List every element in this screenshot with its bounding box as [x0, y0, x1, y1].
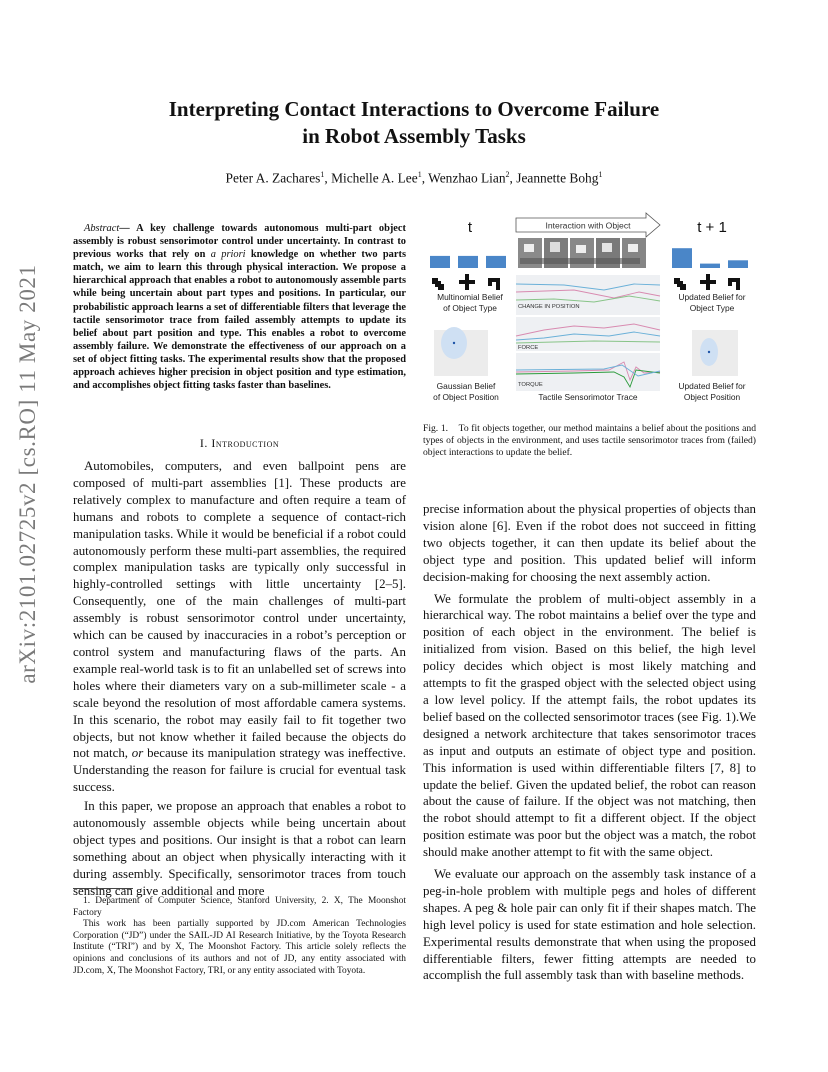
- author-list: Peter A. Zachares$^1$, Michelle A. Lee$^1$, Wenzhao Lian$^2$, Jeannette Bohg$^1$: [225, 170, 603, 186]
- gaussian-label-1: Gaussian Belief: [436, 381, 496, 391]
- intro-paragraph-2: In this paper, we propose an approach that enables a robot to autonomously assemble objects while being uncertain about object types and positions. Our insight is that a robot can learn something about an object when physically interacting with it during assembly. Specifically, sensorimotor traces from touch sensing can give additional and more: [73, 799, 406, 898]
- multinomial-label-1: Multinomial Belief: [437, 292, 503, 302]
- updated-type-bars: [672, 248, 748, 268]
- intro-paragraph-1: [73, 458, 406, 796]
- affil-1: 1: [320, 170, 325, 179]
- time-t-label: t: [467, 219, 473, 236]
- footnote-funding: This work has been partially supported by JD.com American Technologies Corporation (“JD”) under the SAIL-JD AI Research Initiative, by the Toyota Research Institute (“TRI”) and by X, The Moonshot Factory. This article solely reflects the opinions and conclusions of its authors and not of JD, any entity associated with JD.com, X, The Moonshot Factory, TRI, or any entity associated with Toyota.: [73, 919, 406, 976]
- updated-type-label-2: Object Type: [689, 303, 735, 313]
- hook-shape-icon-updated: [728, 278, 740, 290]
- footnote-rule: [73, 888, 133, 889]
- shape-icons-updated: [674, 274, 740, 290]
- title-line-2: in Robot Assembly Tasks: [302, 124, 526, 148]
- arxiv-identifier: arXiv:2101.02725v2 [cs.RO] 11 May 2021: [15, 264, 40, 684]
- right-paragraph-1: precise information about the physical properties of objects than vision alone [6]. Even if the robot does not succeed in fitting two objects together, it can then update its belief about the object type and position. This updated belief will inform decision-making for choosing the next assembly action.: [423, 502, 756, 584]
- author-2: Michelle A. Lee: [331, 170, 418, 186]
- trace-title: Tactile Sensorimotor Trace: [538, 392, 638, 402]
- gaussian-label-2: of Object Position: [433, 392, 499, 402]
- intro-column: [73, 458, 406, 900]
- cross-shape-icon-updated: [700, 274, 716, 290]
- abstract-text-1: — A key challenge towards autonomous multi-part object assembly is robust sensorimotor control under uncertainty. In contrast to previous works that rely on: [73, 223, 406, 261]
- right-column: [423, 501, 756, 984]
- intro-p1-end: because its manipulation strategy was ineffective. Understanding the reason for failure is crucial for eventual task success.: [73, 746, 407, 795]
- arrow-label: Interaction with Object: [545, 220, 631, 231]
- multinomial-label-2: of Object Type: [443, 303, 497, 313]
- belief-bar: [486, 256, 506, 268]
- abstract-emphasis: a priori: [210, 249, 246, 261]
- affil-4: 1: [598, 170, 603, 179]
- author-4: Jeannette Bohg: [516, 170, 599, 186]
- updated-type-label-1: Updated Belief for: [678, 292, 746, 302]
- affil-3: 2: [505, 170, 510, 179]
- caption-label: Fig. 1.: [423, 423, 449, 434]
- peg-shape-icon-updated: [674, 278, 686, 290]
- peg-shape-icon: [432, 278, 444, 290]
- abstract: [73, 222, 406, 392]
- sensor-plots: [516, 275, 660, 391]
- figure-caption: [423, 423, 756, 459]
- prior-type-bars: [430, 256, 506, 268]
- caption-text: To fit objects together, our method maintains a belief about the positions and types of objects in the environment, and uses tactile sensorimotor traces from (failed) object interactions to update the belief.: [423, 423, 757, 458]
- affil-2: 1: [417, 170, 422, 179]
- time-t1-label: t + 1: [697, 219, 727, 236]
- right-paragraph-3: We evaluate our approach on the assembly task instance of a peg-in-hole problem with multiple pegs and holes of different shapes. A peg & hole pair can only fit if their shapes match. The high level policy is used for state estimation and hole selection. Experimental results demonstrate that when using the proposed differentiable filters, fewer fitting attempts are needed to accomplish the full assembly task than with baseline methods.: [423, 867, 756, 983]
- author-1: Peter A. Zachares: [225, 170, 321, 186]
- abstract-text-2: knowledge on whether two parts match, we aim to learn this through physical interaction. We propose a hierarchical approach that enables a robot to autonomously assemble parts while being uncertain about part types and positions. In particular, our probabilistic approach learns a set of differentiable filters that leverage the tactile sensorimotor trace from failed assembly attempts to update its belief about part position and type. This enables a robot to overcome assembly failure. We demonstrate the effectiveness of our approach on a set of object fitting tasks. The experimental results show that the proposed approach achieves higher precision in object position and type estimation, and accomplishes object fitting tasks faster than baselines.: [73, 249, 406, 392]
- section-heading: I. Introduction: [199, 436, 280, 450]
- intro-p1-emphasis: or: [131, 746, 144, 761]
- updated-pos-label-2: Object Position: [683, 392, 741, 402]
- title-line-1: Interpreting Contact Interactions to Overcome Failure: [168, 97, 660, 121]
- hook-shape-icon: [488, 278, 500, 290]
- abstract-label: Abstract: [84, 223, 120, 234]
- belief-bar: [458, 256, 478, 268]
- figure-1: [424, 212, 756, 408]
- footnote-affiliations: 1. Department of Computer Science, Stanford University, 2. X, The Moonshot Factory: [73, 896, 406, 918]
- footnote: [73, 896, 406, 977]
- belief-bar: [672, 248, 692, 268]
- paper-title: [80, 96, 748, 150]
- right-paragraph-2: We formulate the problem of multi-object assembly in a hierarchical way. The robot maintains a belief over the type and position of each object in the environment. The belief is initialized from vision. Based on this belief, the high level policy decides which object is most likely matching and attempts to fit the grasped object with the selected object using a low level policy. If the attempt fails, the robot updates its belief based on the collected sensorimotor traces (see Fig. 1).We designed a network architecture that takes sensorimotor traces as input and outputs an estimate of object type and position. This information is used within differentiable filters [7, 8] to update the belief. Given the updated belief, the robot can reason about the cause of failure. If the object was not matching, then the robot should attempt to fit a different object. If the object position estimate was poor but the object was a match, the robot should make another attempt to fit with the same object.: [423, 591, 756, 860]
- belief-bar: [728, 260, 748, 268]
- shape-icons-prior: [432, 274, 500, 290]
- belief-bar: [700, 264, 720, 268]
- intro-p1-text: Automobiles, computers, and even ballpoint pens are composed of multi-part assemblies [1]. These products are relatively complex to manufacture and often require a team of humans and robots to complete a sequence of contact-rich manipulation tasks. While it would be beneficial if a robot could autonomously perform these multi-part assemblies, the required complex manipulation tasks are typically only successful in highly-controlled settings with little uncertainty [2–5]. Consequently, one of the main challenges of multi-part assembly is robust sensorimotor control under uncertainty, which can be caused by inaccuracies in a robot’s perception or control system and manufacturing flaws of the parts. An example real-world task is to fit an unlabelled set of screws into holes where their diameters vary on a sub-millimeter scale - a scale beyond the resolution of most affordable camera systems. In this scenario, the robot may easily fail to fit together two objects, but not know whether it failed because the objects do not match,: [73, 459, 406, 761]
- author-3: Wenzhao Lian: [428, 170, 506, 186]
- plot-label-position: CHANGE IN POSITION: [518, 304, 580, 310]
- updated-pos-label-1: Updated Belief for: [678, 381, 746, 391]
- plot-label-force: FORCE: [518, 345, 539, 351]
- interaction-frames: [518, 238, 646, 268]
- cross-shape-icon: [459, 274, 475, 290]
- belief-bar: [430, 256, 450, 268]
- plot-label-torque: TORQUE: [518, 382, 543, 388]
